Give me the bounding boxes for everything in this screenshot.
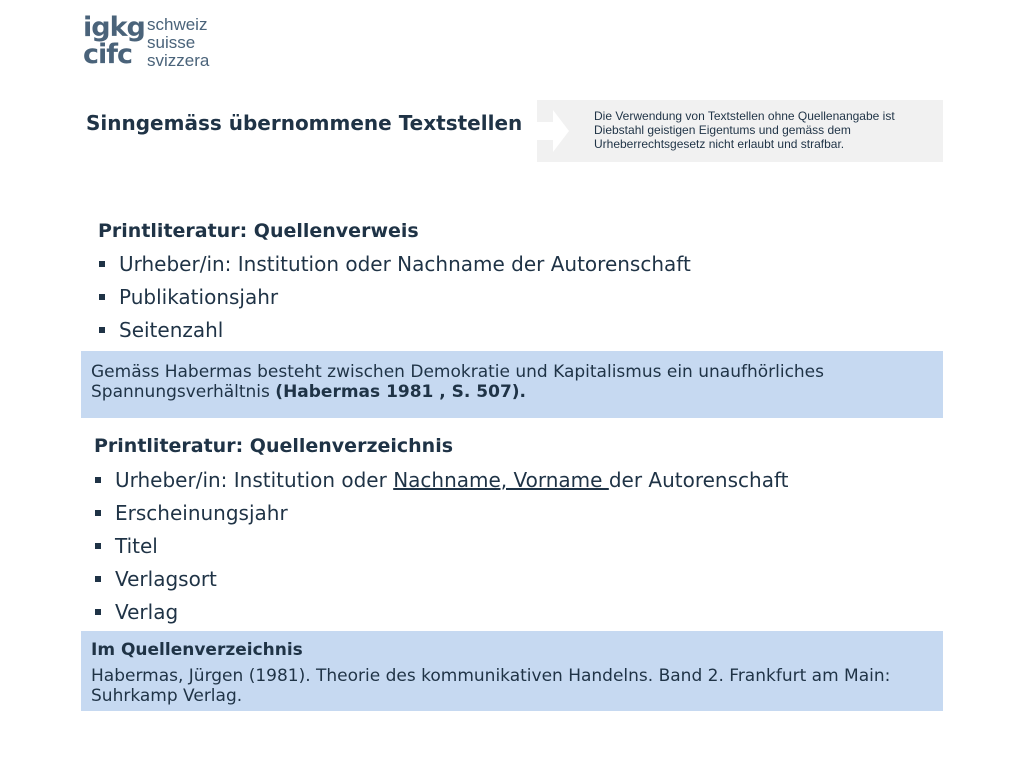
logo-mark-line2: cifc bbox=[83, 39, 133, 70]
notice-box bbox=[537, 100, 943, 162]
logo-word-svizzera: svizzera bbox=[147, 51, 210, 70]
logo-mark bbox=[83, 14, 145, 68]
example-sentence: Gemäss Habermas besteht zwischen Demokratie und Kapitalismus ein unaufhörliches Spannungsverhältnis bbox=[91, 362, 825, 402]
bullet-square-icon bbox=[95, 576, 101, 582]
list-item-text: Verlag bbox=[115, 600, 179, 624]
bullet-square-icon bbox=[99, 327, 105, 333]
example-box-quellenverweis bbox=[81, 351, 943, 418]
list-item-text: Erscheinungsjahr bbox=[115, 501, 288, 525]
logo-word-suisse: suisse bbox=[147, 33, 196, 52]
bullet-square-icon bbox=[95, 477, 101, 483]
example-box-quellenverzeichnis bbox=[81, 631, 943, 711]
slide-title: Sinngemäss übernommene Textstellen bbox=[86, 111, 523, 135]
list-item bbox=[95, 464, 789, 497]
logo-word-schweiz: schweiz bbox=[147, 15, 208, 34]
logo bbox=[83, 14, 223, 74]
list-item bbox=[95, 563, 789, 596]
list-item-text: Urheber/in: Institution oder Nachname der Autorenschaft bbox=[119, 252, 691, 276]
bullet-square-icon bbox=[99, 261, 105, 267]
example-text bbox=[91, 362, 943, 402]
bullet-square-icon bbox=[95, 510, 101, 516]
arrow-right-icon bbox=[537, 110, 569, 152]
list-item bbox=[95, 596, 789, 629]
list-item bbox=[99, 281, 691, 314]
list-item-text-end: der Autorenschaft bbox=[608, 468, 789, 492]
logo-wordmark bbox=[147, 16, 209, 70]
list-item bbox=[95, 530, 789, 563]
list-item-text: Verlagsort bbox=[115, 567, 217, 591]
section-heading-quellenverzeichnis: Printliteratur: Quellenverzeichnis bbox=[94, 435, 454, 457]
section-heading-quellenverweis: Printliteratur: Quellenverweis bbox=[98, 220, 419, 242]
list-item bbox=[95, 497, 789, 530]
list-item bbox=[99, 248, 691, 281]
list-item-text: Urheber/in: Institution oder bbox=[115, 468, 394, 492]
underlined-text: Nachname, Vorname bbox=[393, 468, 609, 492]
example-reference: Habermas, Jürgen (1981). Theorie des kommunikativen Handelns. Band 2. Frankfurt am Main: Suhrkamp Verlag. bbox=[91, 666, 891, 706]
bullet-square-icon bbox=[95, 543, 101, 549]
example-heading: Im Quellenverzeichnis bbox=[91, 640, 303, 660]
list-item-text: Publikationsjahr bbox=[119, 285, 279, 309]
notice-text: Die Verwendung von Textstellen ohne Quellenangabe ist Diebstahl geistigen Eigentums und gemäss dem Urheberrechtsgesetz nicht erlaubt und strafbar. bbox=[594, 109, 895, 151]
bullet-square-icon bbox=[95, 609, 101, 615]
bullet-square-icon bbox=[99, 294, 105, 300]
example-citation: (Habermas 1981 , S. 507). bbox=[275, 382, 527, 402]
bullet-list-quellenverzeichnis bbox=[95, 464, 789, 629]
bullet-list-quellenverweis bbox=[99, 248, 691, 347]
list-item bbox=[99, 314, 691, 347]
logo-mark-line1: igkg bbox=[83, 12, 145, 43]
list-item-text: Titel bbox=[115, 534, 158, 558]
list-item-text: Seitenzahl bbox=[119, 318, 224, 342]
